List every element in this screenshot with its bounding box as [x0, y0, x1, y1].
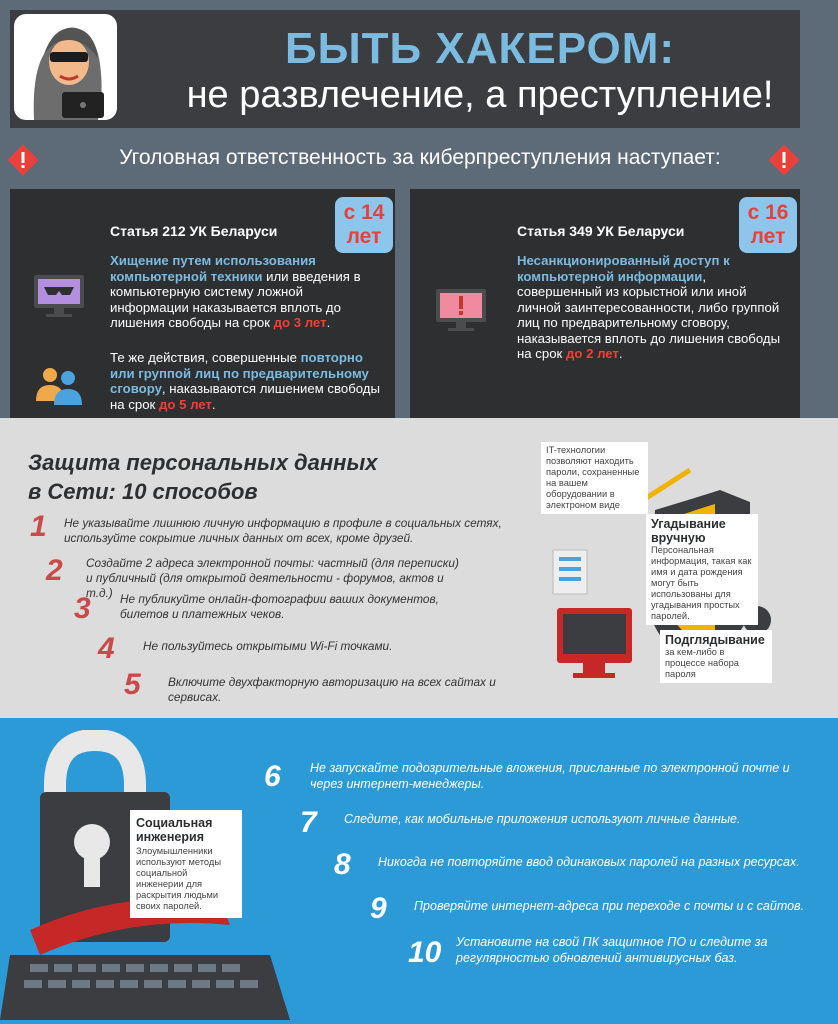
- age-unit: лет: [750, 225, 786, 248]
- age-number: с 14: [343, 201, 385, 224]
- body-text: Те же действия, совершенные: [110, 350, 301, 365]
- peek-note: [660, 630, 772, 683]
- tip-number: 9: [370, 892, 387, 925]
- warning-icon: [7, 144, 39, 176]
- body-text: , наказываются лишением свободы на срок: [110, 381, 380, 412]
- page-title: БЫТЬ ХАКЕРОМ:: [284, 24, 676, 73]
- monitor-mask-icon: [32, 273, 86, 319]
- note-title: Угадывание вручную: [651, 517, 726, 545]
- section-title-line: Защита персональных данных: [28, 450, 378, 475]
- article-title: Статья 212 УК Беларуси: [110, 223, 278, 239]
- age-badge: [739, 197, 797, 253]
- page-subtitle: не развлечение, а преступление!: [186, 74, 774, 116]
- note-title: Подглядывание: [665, 633, 765, 647]
- penalty-text: до 2 лет: [565, 346, 619, 361]
- tip-text: Создайте 2 адреса электронной почты: частный (для переписки) и публичный (для открытой деятельности - форумов, актов и т.д.): [86, 556, 459, 600]
- tip-number: 7: [300, 806, 317, 839]
- penalty-text: до 3 лет: [273, 315, 327, 330]
- article-card-349: [410, 189, 800, 418]
- article-text: [110, 253, 382, 331]
- body-text: .: [211, 396, 216, 412]
- note-text: Персональная информация, такая как имя и дата рождения могут быть использованы для угадывания простых паролей.: [651, 545, 752, 621]
- age-number: с 16: [747, 201, 789, 224]
- top-section: [0, 0, 838, 418]
- tip-text: Следите, как мобильные приложения используют личные данные.: [344, 812, 741, 826]
- highlight-text: повторно или группой лиц по предварительному сговору: [110, 350, 369, 396]
- tip-number: 4: [98, 632, 115, 665]
- guess-note: [646, 514, 758, 625]
- tip-text: Не пользуйтесь открытыми Wi-Fi точками.: [143, 639, 393, 653]
- tip-text: Включите двухфакторную авторизацию на всех сайтах и сервисах.: [168, 675, 496, 704]
- tip-text: Установите на свой ПК защитное ПО и следите за регулярностью обновлений антивирусных баз.: [456, 935, 768, 965]
- warning-icon: [768, 144, 800, 176]
- tip-number: 6: [264, 760, 281, 793]
- note-text: за кем-либо в процессе набора пароля: [665, 647, 739, 679]
- article-card-212: [10, 189, 395, 418]
- note-title: Социальная инженерия: [136, 816, 213, 844]
- social-engineering-note: [130, 810, 242, 918]
- body-text: или введения в компьютерную систему ложной информации наказывается вплоть до лишения свободы на срок: [110, 268, 361, 330]
- age-badge: [335, 197, 393, 253]
- monitor-alert-icon: [434, 287, 488, 333]
- users-icon: [34, 365, 84, 405]
- body-text: .: [618, 346, 623, 361]
- penalty-text: до 5 лет: [158, 396, 212, 412]
- note-text: Злоумышленники используют методы социальной инженерии для раскрытия людьми своих паролей.: [136, 846, 222, 911]
- liability-heading: Уголовная ответственность за киберпреступления наступает:: [119, 146, 721, 169]
- tip-text: Не публикуйте онлайн-фотографии ваших документов, билетов и платежных чеков.: [120, 592, 439, 621]
- tip-number: 1: [30, 510, 47, 543]
- tip-number: 2: [46, 554, 63, 587]
- tip-text: Не запускайте подозрительные вложения, присланные по электронной почте и через интернет-менеджеры.: [310, 761, 790, 791]
- it-note: IT-технологии позволяют находить пароли, сохраненные на вашем оборудовании в электроном виде: [541, 442, 648, 514]
- section-title-line: в Сети: 10 способов: [28, 479, 258, 504]
- tip-text: Проверяйте интернет-адреса при переходе с почты и с сайтов.: [414, 899, 805, 913]
- highlight-text: Хищение путем использования компьютерной техники: [110, 253, 316, 284]
- section-title: [28, 448, 377, 506]
- hacker-icon: [14, 14, 117, 120]
- tip-number: 10: [408, 936, 442, 969]
- protection-section-continued: [0, 718, 838, 1024]
- protection-section: [0, 418, 838, 718]
- body-text: , совершенный из корыстной или иной личной заинтересованности, либо группой лиц по предварительному сговору, наказывается вплоть до лишения свободы на срок: [517, 268, 781, 361]
- tip-number: 3: [74, 592, 91, 625]
- tip-number: 5: [124, 668, 141, 701]
- body-text: .: [326, 315, 331, 330]
- highlight-text: Несанкционированный доступ к компьютерной информации: [517, 253, 730, 284]
- age-unit: лет: [346, 225, 382, 248]
- article-title: Статья 349 УК Беларуси: [517, 223, 685, 239]
- tip-number: 8: [334, 848, 351, 881]
- article-text: [110, 350, 390, 412]
- tip-text: Не указывайте лишнюю личную информацию в профиле в социальных сетях, используйте сокрытие личных данных от всех, кроме друзей.: [64, 516, 502, 545]
- article-text: [517, 253, 792, 362]
- tip-text: Никогда не повторяйте ввод одинаковых паролей на разных ресурсах.: [378, 855, 800, 869]
